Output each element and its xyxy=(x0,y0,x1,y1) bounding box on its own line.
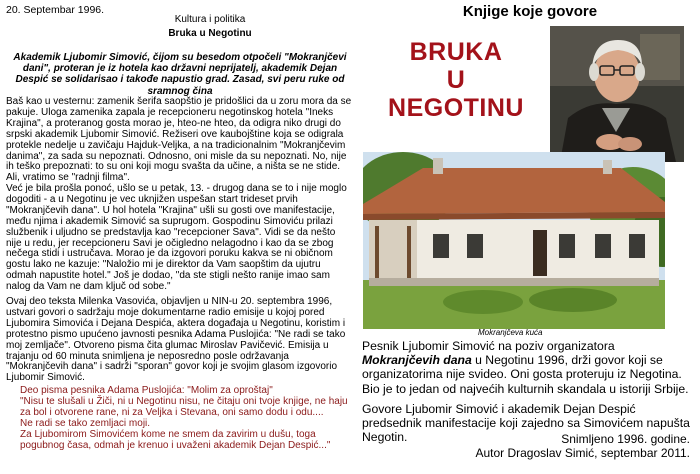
quote-line: Za Ljubomirom Simovićem kome ne smem da zavirim u dušu, toga xyxy=(20,429,316,440)
description-paragraph-1 xyxy=(362,339,690,396)
cover-title xyxy=(378,38,534,122)
quote-block xyxy=(20,385,350,451)
author-credit: Autor Dragoslav Simić, septembar 2011. xyxy=(475,446,690,460)
quote-line: pogubnog časa, odmah je krenuo i uvaženi akademik Dejan Despić..." xyxy=(20,440,331,451)
house-photo xyxy=(363,152,665,329)
portrait-photo xyxy=(550,26,684,162)
article-paragraph-1: Baš kao u vesternu: zamenik šerifa saopštio je pridošlici da u zoru mora da se pakuje. Uloga zamenika zapala je recepcioneru negotinskog hotela "Ineks Krajina", a proteranog gosta morao je, hteo-ne hteo, da odigra niko drugi do srpski akademik Ljubomir Simović. Režiseri ove kaubojštine koja se odigrala protekle nedelje u zavičaju Hajduk-Veljka, a na tradicionalnim "Mokranjčevim danima", za sada su nepoznati. Odnosno, oni misle da su nepoznati. No, nije ih teško prepoznati: to su oni koji mogu svašta da učine, a ništa se ne stide. Ali, vratimo se "radnji filma". xyxy=(6,96,352,184)
section-label: Kultura i politika xyxy=(174,14,246,25)
recording-year: Snimljeno 1996. godine. xyxy=(561,432,690,446)
quote-line: "Nisu te slušali u Žiči, ni u Negotinu nisu, ne čitaju oni tvoje knjige, ne haju xyxy=(20,396,348,407)
cover-title-line: BRUKA xyxy=(409,38,503,66)
article-paragraph-2: Već je bila prošla ponoć, ušlo se u petak, 13. - drugog dana se to i nije moglo dogoditi - a u Negotinu je vec uknjižen uspešan start trideset prvih "Mokranjčevih dana". U hol hotela "Krajina" ušli su gosti ove manifestacije, među njima i akademik Simović sa suprugom. Gospodinu Simoviću prilazi službenik i uljudno se predstavlja kao "recepcioner Sava". Vidi se da nešto nije u redu, jer recepcioneru Savi je očigledno nelagodno i kao da se zbog nečega stidi i ustručava. Morao je da izgovori poruku kakva se ni običnom gostu lako ne kazuje: "Naložio mi je direktor da Vam saopštim da ujutru odmah napustite hotel." Još je dodao, "da ste stigli nešto ranije imao sam nalog da Vam ne dam ključ od sobe." xyxy=(6,183,347,293)
cover-title-line: U xyxy=(446,66,466,94)
festival-name: Mokranjčevih dana xyxy=(362,353,472,368)
cover-title-line: NEGOTINU xyxy=(388,94,524,122)
quote-line: Ne radi se tako zemljaci moji. xyxy=(20,418,151,429)
article-date: 20. Septembar 1996. xyxy=(6,4,105,16)
article-paragraph-3: Ovaj deo teksta Milenka Vasovića, objavljen u NIN-u 20. septembra 1996, ustvari govori o sadržaju moje dokumentarne radio emisije u kojoj pored Ljubomira Simovića i Dejana Despića, aktera događaja u Negotinu, koristim i protestno pismo upućeno javnosti pesnika Adama Puslojića: "Ne radi se tako moj zemljače". Otvoreno pisma čita glumac Miroslav Pavičević. Emisija u trajanju od 60 minuta snimljena je neposredno posle održavanja "Mokranjčevih dana" i sadrži "sporan" govor koji je svojim glasom izgovorio Ljubomir Simović. xyxy=(6,296,346,384)
article-title: Bruka u Negotinu xyxy=(168,28,252,39)
description-text: u Negotinu 1996, drži govor koji se organizatorima nije svideo. Oni gosta proteruju iz Negotina. Bio je to jedan od najvećih kulturnih skandala u istoriji Srbije. xyxy=(362,353,689,396)
description-text: Pesnik Ljubomir Simović na poziv organizatora xyxy=(362,339,615,353)
article-lead: Akademik Ljubomir Simović, čijom su besedom otpočeli "Mokranjčevi dani", proteran je iz hotela kao državni neprijatelj, akademik Dejan Despić se solidarisao i takođe napustio grad. Zasad, svi peru ruke od sramnog čina xyxy=(13,52,347,97)
photo-caption: Mokranjčeva kuća xyxy=(478,328,543,337)
cover-header: Knjige koje govore xyxy=(462,3,598,20)
description-paragraph-2: Govore Ljubomir Simović i akademik Dejan Despić predsednik manifestacije koji zajedno sa Simovićem napušta Negotin. xyxy=(362,402,690,445)
quote-line: Deo pisma pesnika Adama Puslojića: "Molim za oproštaj" xyxy=(20,385,273,396)
quote-line: za bol i otvorene rane, ni za Veljka i Stevana, oni samo dodu i odu.... xyxy=(20,407,324,418)
